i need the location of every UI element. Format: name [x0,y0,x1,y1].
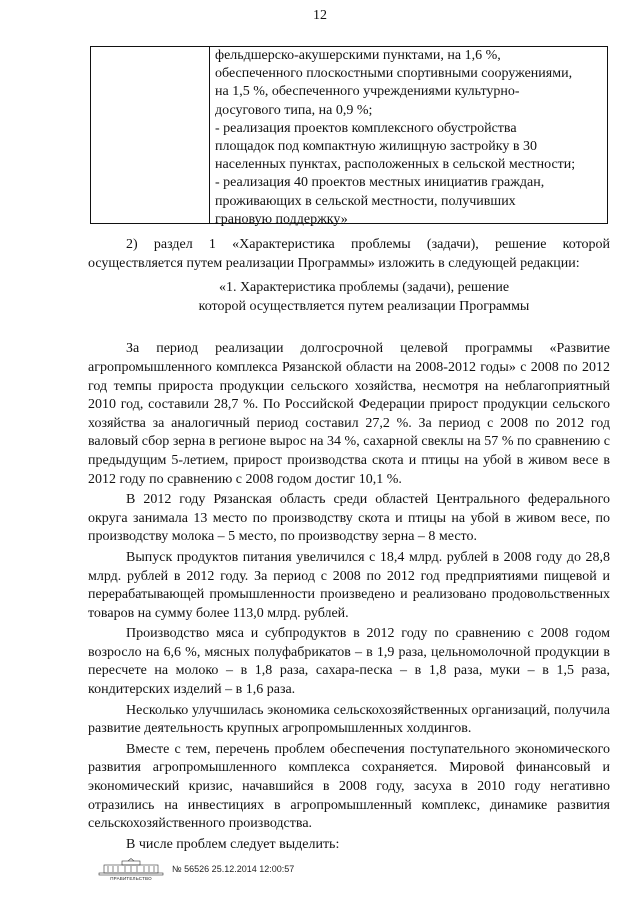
government-building-stamp [98,858,164,880]
building-icon [98,858,164,876]
paragraph-4: Производство мяса и субпродуктов в 2012 году по сравнению с 2008 годом возросло на 6,6 %, мясных полуфабрикатов – в 1,9 раза, цельномолочной продукции в пересчете на молоко – в 1,8 раза, сахара-песка – в 1,8 раза, муки – в 1,5 раза, кондитерских изделий – в 1,6 раза. [88,626,610,698]
paragraph-2: В 2012 году Рязанская область среди областей Центрального федерального округа занимала 13 место по производству скота и птицы на убой в живом весе, по производству молока – 5 место, по производству зерна – 8 место. [88,492,610,545]
table-left-cell [91,47,210,223]
document-body [88,236,610,854]
section-heading: «1. Характеристика проблемы (задачи), решение которой осуществляется путем реализации Программы [198,280,530,314]
intro-paragraph: 2) раздел 1 «Характеристика проблемы (задачи), решение которой осуществляется путем реализации Программы» изложить в следующей редакции: [88,237,610,271]
registration-footer [98,858,294,880]
paragraph-1: За период реализации долгосрочной целевой программы «Развитие агропромышленного комплекса Рязанской области на 2008-2012 годы» с 2008 по 2012 год темпы прироста продукции сельского хозяйства, несмотря на неблагоприятный 2010 год, составили 28,7 %. По Российской Федерации прирост продукции сельского хозяйства за аналогичный период составил 27,2 %. За период с 2008 по 2012 год валовый сбор зерна в регионе вырос на 34 %, сахарной свеклы на 57 % по сравнению с предыдущим 5-летием, прирост производства скота и птицы на убой в живом весе в 2012 году по сравнению с 2008 годом достиг 10,1 %. [88,341,610,487]
stamp-label: ПРАВИТЕЛЬСТВО [110,876,152,881]
registration-number: № 56526 25.12.2014 12:00:57 [172,864,295,874]
paragraph-3: Выпуск продуктов питания увеличился с 18,4 млрд. рублей в 2008 году до 28,8 млрд. рублей в 2012 году. За период с 2008 по 2012 год предприятиями пищевой и перерабатывающей промышленности произведено и реализовано продовольственных товаров на сумму более 113,0 млрд. рублей. [88,549,610,621]
page-number: 12 [313,8,327,23]
paragraph-7: В числе проблем следует выделить: [126,836,340,852]
table-right-cell: фельдшерско-акушерскими пунктами, на 1,6 %, обеспеченного плоскостными спортивными сооружениями, на 1,5 %, обеспеченного учреждениями культурно- досугового типа, на 0,9 %; - реализация проектов комплексного обустройства площадок под компактную жилищную застройку в 30 населенных пунктах, расположенных в сельской местности; - реализация 40 проектов местных инициатив граждан, проживающих в сельской местности, получивших грановую поддержку» [215,48,576,227]
continuation-table [90,46,608,227]
paragraph-5: Несколько улучшилась экономика сельскохозяйственных организаций, получила развитие деятельность крупных агропромышленных холдингов. [88,702,610,737]
paragraph-6: Вместе с тем, перечень проблем обеспечения поступательного экономического развития агропромышленного комплекса сохраняется. Мировой финансовый и экономический кризис, начавшийся в 2008 году, засуха в 2010 году негативно отразились на инвестициях в агропромышленный комплекс, динамике развития сельскохозяйственного производства. [88,741,610,832]
